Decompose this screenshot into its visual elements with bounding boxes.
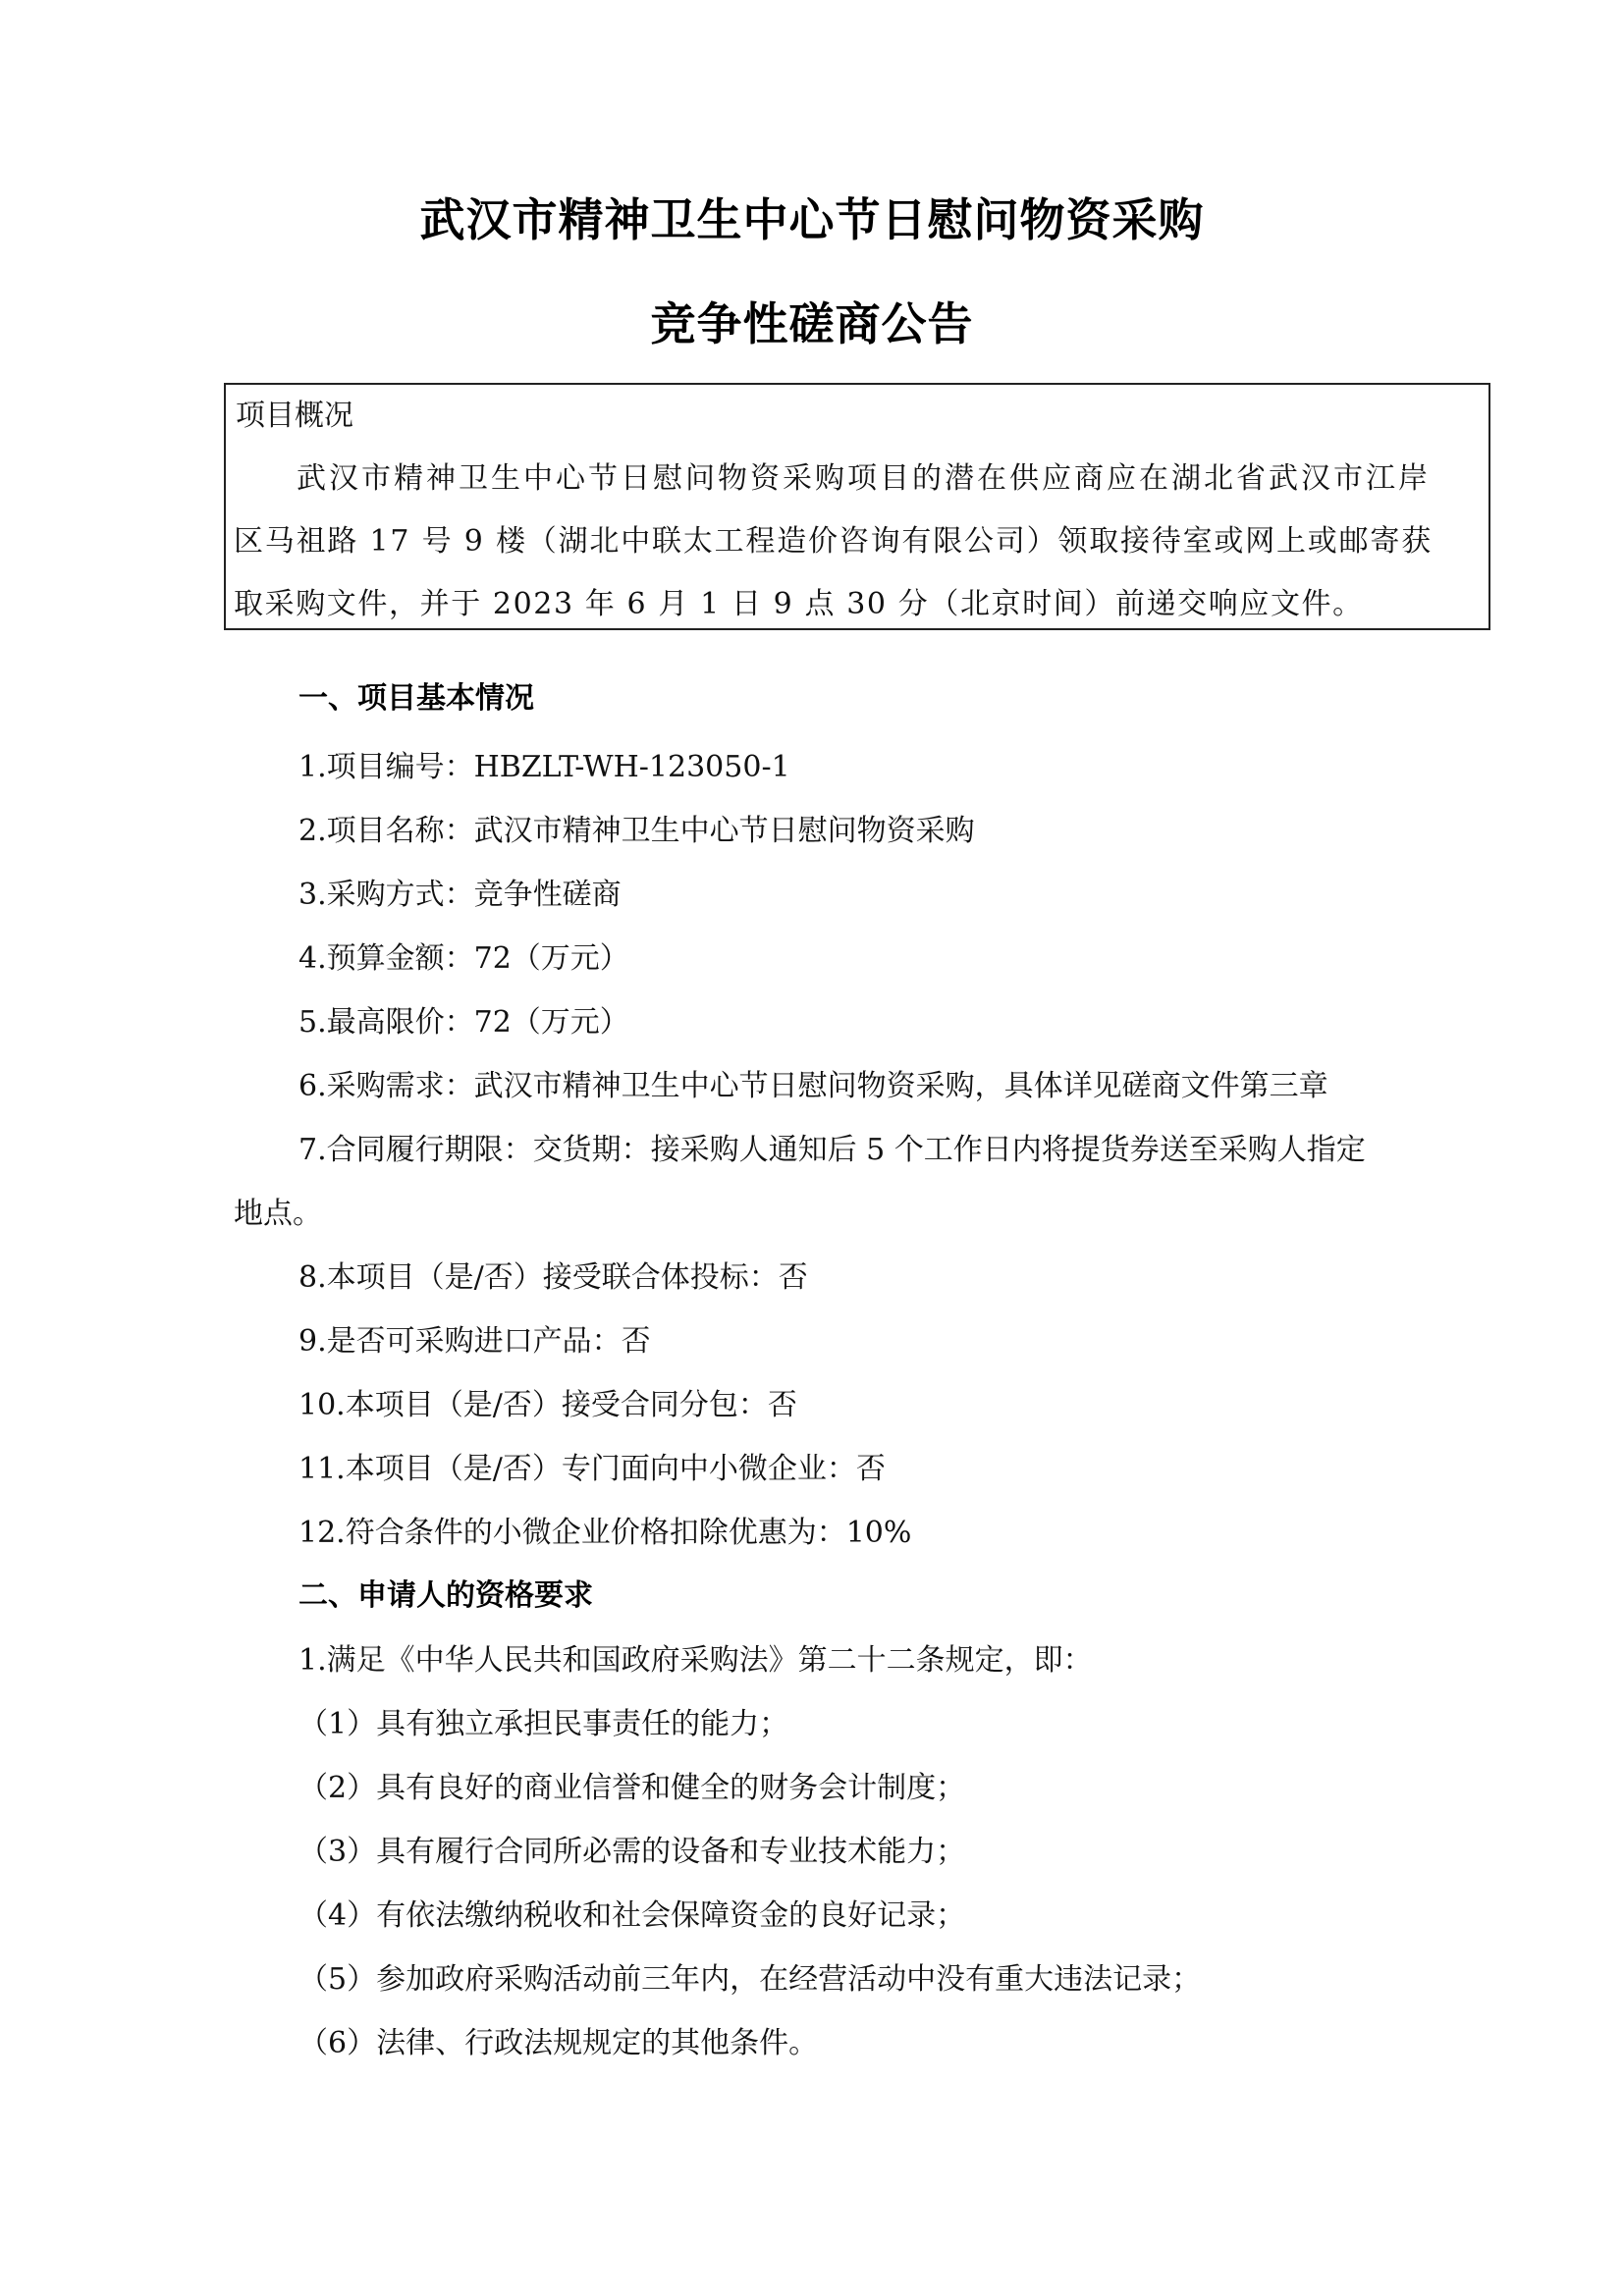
section2-item: 1.满足《中华人民共和国政府采购法》第二十二条规定，即： [298, 1643, 1093, 1678]
section1-item: 11.本项目（是/否）专门面向中小微企业：否 [298, 1452, 886, 1486]
section2-item: （5）参加政府采购活动前三年内，在经营活动中没有重大违法记录； [298, 1962, 1202, 1997]
section1-item: 10.本项目（是/否）接受合同分包：否 [298, 1388, 797, 1422]
overview-paragraph-line1: 武汉市精神卫生中心节日慰问物资采购项目的潜在供应商应在湖北省武汉市江岸 [297, 461, 1431, 496]
section1-item: 1.项目编号：HBZLT-WH-123050-1 [298, 750, 790, 784]
project-overview-box [224, 383, 1490, 630]
section1-item: 6.采购需求：武汉市精神卫生中心节日慰问物资采购，具体详见磋商文件第三章 [298, 1069, 1328, 1103]
section2-item: （3）具有履行合同所必需的设备和专业技术能力； [298, 1835, 966, 1869]
section1-item: 3.采购方式：竞争性磋商 [298, 878, 622, 912]
section1-item: 2.项目名称：武汉市精神卫生中心节日慰问物资采购 [298, 814, 975, 848]
section2-item: （4）有依法缴纳税收和社会保障资金的良好记录； [298, 1898, 966, 1933]
section2-item: （2）具有良好的商业信誉和健全的财务会计制度； [298, 1771, 966, 1805]
section2-item: （6）法律、行政法规规定的其他条件。 [298, 2026, 819, 2060]
section1-item: 12.符合条件的小微企业价格扣除优惠为：10% [298, 1516, 912, 1550]
section1-item: 9.是否可采购进口产品：否 [298, 1324, 651, 1359]
overview-paragraph-line2: 区马祖路 17 号 9 楼（湖北中联太工程造价咨询有限公司）领取接待室或网上或邮寄获 [234, 524, 1434, 559]
document-title-line1: 武汉市精神卫生中心节日慰问物资采购 [419, 193, 1205, 246]
section1-heading: 一、项目基本情况 [298, 681, 534, 716]
document-title-line2: 竞争性磋商公告 [650, 297, 974, 350]
section1-item: 5.最高限价：72（万元） [298, 1005, 629, 1040]
section1-item: 7.合同履行期限：交货期：接采购人通知后 5 个工作日内将提货券送至采购人指定 [298, 1133, 1366, 1167]
section1-item-continuation: 地点。 [234, 1197, 322, 1231]
section1-item: 8.本项目（是/否）接受联合体投标：否 [298, 1260, 808, 1295]
overview-label: 项目概况 [236, 399, 353, 433]
section2-item: （1）具有独立承担民事责任的能力； [298, 1707, 789, 1741]
section1-item: 4.预算金额：72（万元） [298, 941, 629, 976]
overview-paragraph-line3: 取采购文件，并于 2023 年 6 月 1 日 9 点 30 分（北京时间）前递交响应文件。 [234, 587, 1364, 621]
section2-heading: 二、申请人的资格要求 [298, 1578, 593, 1613]
